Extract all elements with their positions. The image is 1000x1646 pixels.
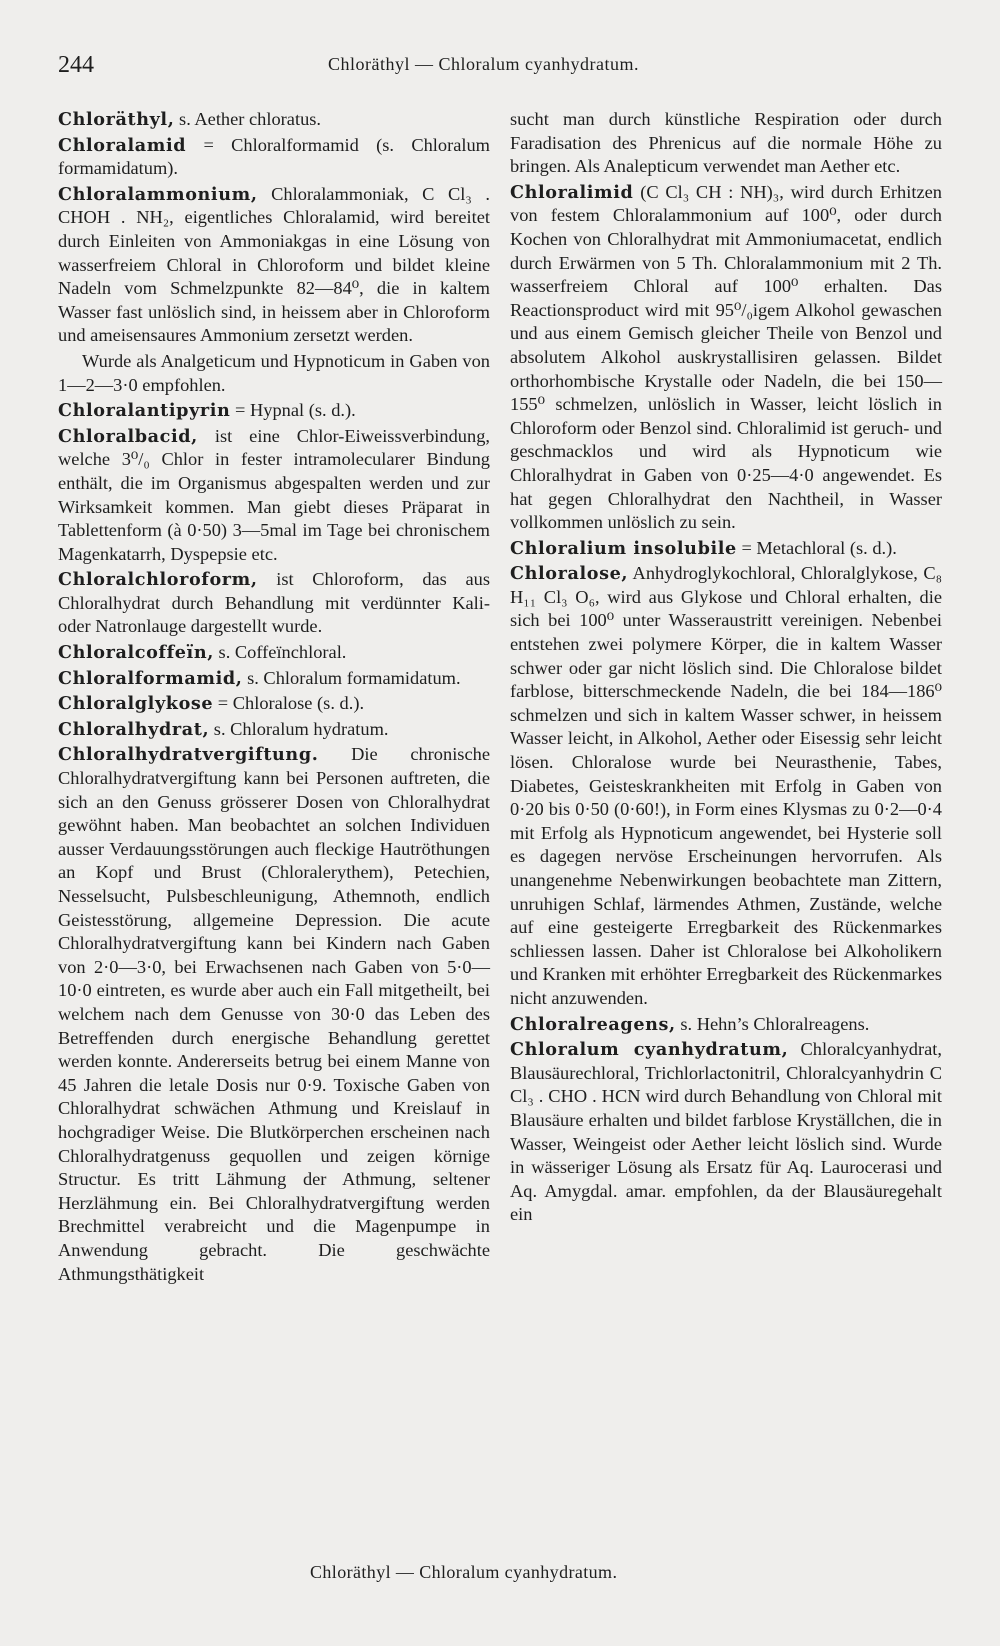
- entry-text: s. Coffeïnchloral.: [213, 642, 347, 663]
- page-footer: Chloräthyl — Chloralum cyanhydratum.: [310, 1562, 618, 1582]
- dictionary-entry: [58, 350, 490, 397]
- entry-headword: Chloralimid: [510, 181, 634, 203]
- entry-text: = Metachloral (s. d.).: [736, 537, 897, 558]
- entry-text: Anhydroglykochloral, Chloralglykose, C₈ H₁₁ Cl₃ O₆, wird aus Glykose und Chloral erhalten, die sich bei 100⁰ unter Wasseraustritt vereinigen. Nebenbei entstehen zwei polymere Körper, die in kaltem Wasser schwer oder gar nicht löslich sind. Die Chloralose bildet farblose, bitterschmeckende Nadeln, die bei 184—186⁰ schmelzen und sich in kaltem Wasser schwer, in heissem Wasser leicht, in Alkohol, Aether oder Eisessig sehr leicht lösen. Chloralose wurde bei Neurasthenie, Tabes, Diabetes, Geisteskrankheiten mit Erfolg in Gaben von 0·20 bis 0·50 (0·60!), in Form eines Klysmas zu 0·2—0·4 mit Erfolg als Hypnoticum angewendet, bei Hysterie soll es dagegen nervöse Erscheinungen hervorrufen. Als unangenehme Nebenwirkungen beobachtete man Zittern, unruhigen Schlaf, lärmendes Athmen, Zustände, welche auf eine gesteigerte Erregbarkeit des Rückenmarkes schliessen lassen. Daher ist Chloralose bei Alkoholikern und Kranken mit erhöhter Erregbarkeit des Rückenmarkes nicht anzuwenden.: [510, 563, 942, 1008]
- entry-headword: Chloräthyl,: [58, 109, 175, 130]
- dictionary-entry: [58, 692, 490, 716]
- entry-headword: Chloralammonium,: [58, 183, 258, 205]
- entry-text: s. Chloralum hydratum.: [209, 718, 389, 739]
- entry-text: = Chloralformamid (s. Chloralum formamidatum).: [58, 134, 490, 179]
- entry-text: Chloralcyanhydrat, Blausäurechloral, Trichlorlactonitril, Chloralcyanhydrin C Cl₃ . CHO . HCN wird durch Behandlung von Chloral mit Blausäure erhalten und bildet farblose Kryställchen, die in Wasser, Weingeist oder Aether leicht löslich sind. Wurde in wässeriger Lösung als Ersatz für Aq. Laurocerasi und Aq. Amygdal. amar. empfohlen, da der Blausäuregehalt ein: [510, 1039, 943, 1225]
- entry-headword: Chloralantipyrin: [58, 400, 231, 422]
- entry-headword: Chloralbacid,: [58, 425, 198, 447]
- entry-headword: Chloralum cyanhydratum,: [510, 1039, 789, 1061]
- entry-text: = Chloralose (s. d.).: [213, 693, 365, 714]
- entry-headword: Chloralhydrat,: [58, 718, 210, 740]
- dictionary-entry: [58, 134, 490, 181]
- entry-headword: Chloralglykose: [58, 693, 214, 715]
- dictionary-entry: [58, 399, 490, 423]
- entry-text: Die chronische Chloralhydratvergiftung kann bei Personen auftreten, die sich an den Genuss grösserer Dosen von Chloralhydrat gewöhnt haben. Man beobachtet an solchen Individuen ausser Verdauungsstörungen auch fleckige Hautröthungen an Kopf und Brust (Chloralerythem), Petechien, Nesselsucht, Pulsbeschleunigung, Athemnoth, endlich Geistesstörung, allgemeine Depression. Die acute Chloralhydratvergiftung kann bei Kindern nach Gaben von 2·0—3·0, bei Erwachsenen nach Gaben von 5·0—10·0 eintreten, es wurde aber auch ein Fall mitgetheilt, bei welchem nach dem Genusse von 30·0 das Leben des Betreffenden durch energische Behandlung gerettet werden konnte. Andererseits betrug bei einem Manne von 45 Jahren die letale Dosis nur 0·9. Toxische Gaben von Chloralhydrat schwächen Athmung und Kreislauf in hochgradiger Weise. Die Blutkörperchen erscheinen nach Chloralhydratgenuss gequollen und zeigen körnige Structur. Es tritt Lähmung der Athmung, seltener Herzlähmung ein. Bei Chloralhydratvergiftung werden Brechmittel verabreicht und die Magenpumpe in Anwendung gebracht. Die geschwächte Athmungsthätigkeit: [58, 744, 490, 1284]
- dictionary-entry: [58, 108, 490, 132]
- dictionary-entry: [510, 108, 942, 179]
- dictionary-entry: [510, 1013, 942, 1037]
- left-column: [58, 108, 490, 1286]
- entry-headword: Chloralamid: [58, 134, 187, 156]
- dictionary-entry: [58, 183, 490, 348]
- entry-headword: Chloralhydratvergiftung.: [58, 744, 319, 766]
- dictionary-entry: [58, 425, 490, 567]
- entry-text: Chloralammoniak, C Cl₃ . CHOH . NH₂, eigentliches Chloralamid, wird bereitet durch Einleiten von Ammoniakgas in eine Lösung von wasserfreiem Chloral in Chloroform und bildet kleine Nadeln vom Schmelzpunkte 82—84⁰, die in kaltem Wasser fast unlöslich sind, in heissem aber in Chloroform und ameisensaures Ammonium zersetzt werden.: [58, 183, 490, 346]
- entry-headword: Chloralcoffeïn,: [58, 642, 214, 664]
- dictionary-entry: [58, 568, 490, 639]
- page-header: [58, 52, 960, 82]
- entry-text: sucht man durch künstliche Respiration oder durch Faradisation des Phrenicus auf die normale Höhe zu bringen. Als Analepticum verwendet man Aether etc.: [510, 109, 942, 177]
- entry-headword: Chloralium insolubile: [510, 537, 737, 559]
- dictionary-entry: [510, 181, 942, 535]
- entry-text: (C Cl₃ CH : NH)₃, wird durch Erhitzen von festem Chloralammonium auf 100⁰, oder durch Kochen von Chloralhydrat mit Ammoniumacetat, endlich durch Erwärmen von 5 Th. Chloralammonium mit 2 Th. wasserfreiem Chloral auf 100⁰ erhalten. Das Reactionsproduct wird mit 95⁰/₀igem Alkohol gewaschen und aus einem Gemisch gleicher Theile von Benzol und absolutem Alkohol auskrystallisiren gelassen. Bildet orthorhombische Krystalle oder Nadeln, die bei 150—155⁰ schmelzen, unlöslich in Wasser, leicht löslich in Chloroform oder Benzol sind. Chloralimid ist geruch- und geschmacklos und wird als Hypnoticum wie Chloralhydrat in Gaben von 0·25—4·0 angewendet. Es hat gegen Chloralhydrat den Nachtheil, in Wasser vollkommen unlöslich zu sein.: [510, 181, 942, 533]
- dictionary-entry: [58, 667, 490, 691]
- entry-headword: Chloralchloroform,: [58, 569, 258, 591]
- dictionary-entry: [510, 1038, 942, 1227]
- page-number: 244: [58, 52, 94, 78]
- entry-text: s. Chloralum formamidatum.: [242, 667, 461, 688]
- entry-text: s. Aether chloratus.: [174, 109, 322, 129]
- dictionary-entry: [58, 718, 490, 742]
- entry-text: = Hypnal (s. d.).: [230, 400, 356, 421]
- dictionary-entry: [510, 562, 942, 1010]
- running-title: Chloräthyl — Chloralum cyanhydratum.: [328, 54, 639, 74]
- entry-headword: Chloralose,: [510, 563, 629, 585]
- dictionary-entry: [58, 641, 490, 665]
- dictionary-entry: [510, 537, 942, 561]
- entry-text: ist Chloroform, das aus Chloralhydrat durch Behandlung mit verdünnter Kali- oder Natronlauge dargestellt wurde.: [58, 569, 490, 637]
- entry-text: s. Hehn’s Chloralreagens.: [675, 1013, 870, 1034]
- entry-text: Wurde als Analgeticum und Hypnoticum in Gaben von 1—2—3·0 empfohlen.: [58, 350, 490, 395]
- entry-text: ist eine Chlor-Eiweissverbindung, welche 3⁰/₀ Chlor in fester intramolecularer Bindung enthält, die im Organismus abgespalten werden und zur Wirksamkeit kommen. Man giebt dieses Präparat in Tablettenform (à 0·50) 3—5mal im Tage bei chronischem Magenkatarrh, Dyspepsie etc.: [58, 425, 490, 564]
- entry-headword: Chloralformamid,: [58, 667, 243, 689]
- dictionary-entry: [58, 743, 490, 1286]
- entry-headword: Chloralreagens,: [510, 1013, 676, 1035]
- right-column: [510, 108, 942, 1227]
